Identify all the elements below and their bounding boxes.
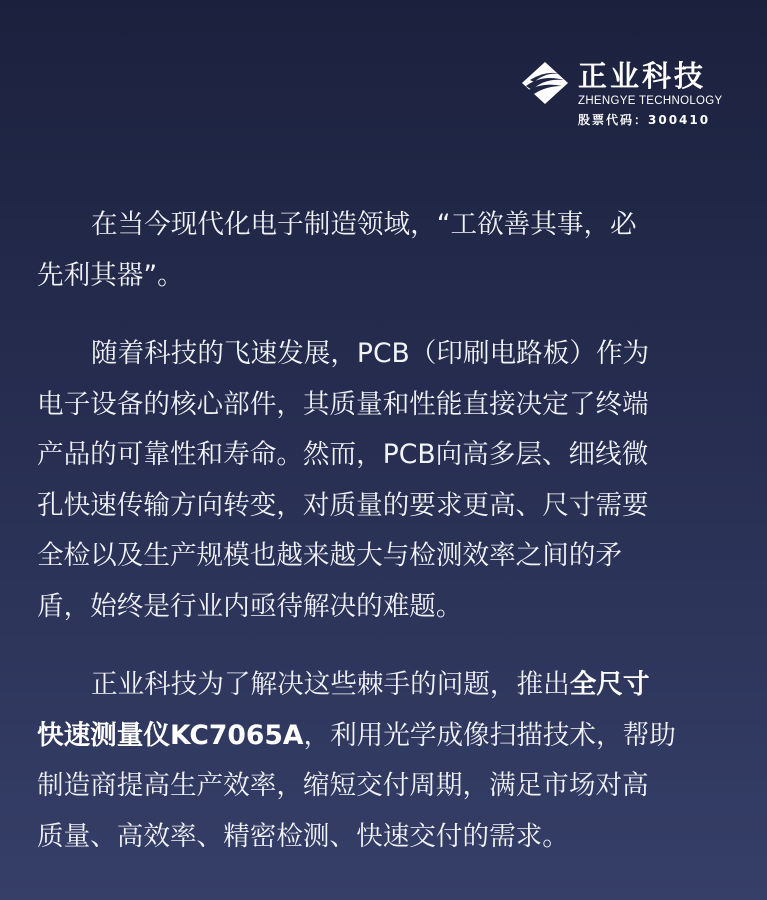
- text-line: [37, 251, 737, 302]
- text: 制造商提高生产效率，缩短交付周期，满足市场对高: [37, 770, 649, 801]
- text-line: [37, 582, 737, 633]
- text: 先利其器”。: [37, 259, 184, 291]
- paragraph-1: [37, 200, 737, 301]
- paragraph-2: [37, 329, 737, 632]
- text-line: [37, 380, 737, 431]
- text: 随着科技的飞速发展，PCB（印刷电路板）作为: [91, 338, 650, 369]
- text: 产品的可靠性和寿命。然而，PCB向高多层、细线微: [37, 439, 649, 470]
- bold-product-name: 全尺寸: [569, 669, 650, 700]
- text-line: [37, 711, 737, 762]
- text-line: [37, 812, 737, 863]
- logo-name-cn: 正业科技: [578, 59, 707, 93]
- text-line: [37, 329, 737, 380]
- text-line: [37, 761, 737, 812]
- text: 质量、高效率、精密检测、快速交付的需求。: [37, 820, 569, 852]
- stock-code: 股票代码：300410: [578, 113, 711, 127]
- text: 孔快速传输方向转变，对质量的要求更高、尺寸需要: [37, 489, 649, 521]
- text: ，利用光学成像扫描技术，帮助: [303, 719, 676, 751]
- text: 在当今现代化电子制造领域，“工欲善其事，必: [91, 209, 637, 240]
- bold-product-name: 快速测量仪KC7065A: [37, 719, 304, 751]
- text-line: [37, 430, 737, 481]
- article-body: [37, 200, 737, 890]
- text: 正业科技为了解决这些棘手的问题，推出: [91, 669, 570, 700]
- company-logo: [520, 58, 732, 132]
- text: 电子设备的核心部件，其质量和性能直接决定了终端: [37, 388, 649, 420]
- logo-name-en: ZHENGYE TECHNOLOGY: [578, 95, 723, 107]
- text-line: [37, 200, 737, 251]
- text-line: [37, 531, 737, 582]
- text-line: [37, 660, 737, 711]
- text: 盾，始终是行业内亟待解决的难题。: [37, 590, 463, 622]
- text-line: [37, 481, 737, 532]
- logo-mark-icon: [520, 60, 570, 106]
- text: 全检以及生产规模也越来越大与检测效率之间的矛: [37, 540, 623, 571]
- paragraph-3: [37, 660, 737, 862]
